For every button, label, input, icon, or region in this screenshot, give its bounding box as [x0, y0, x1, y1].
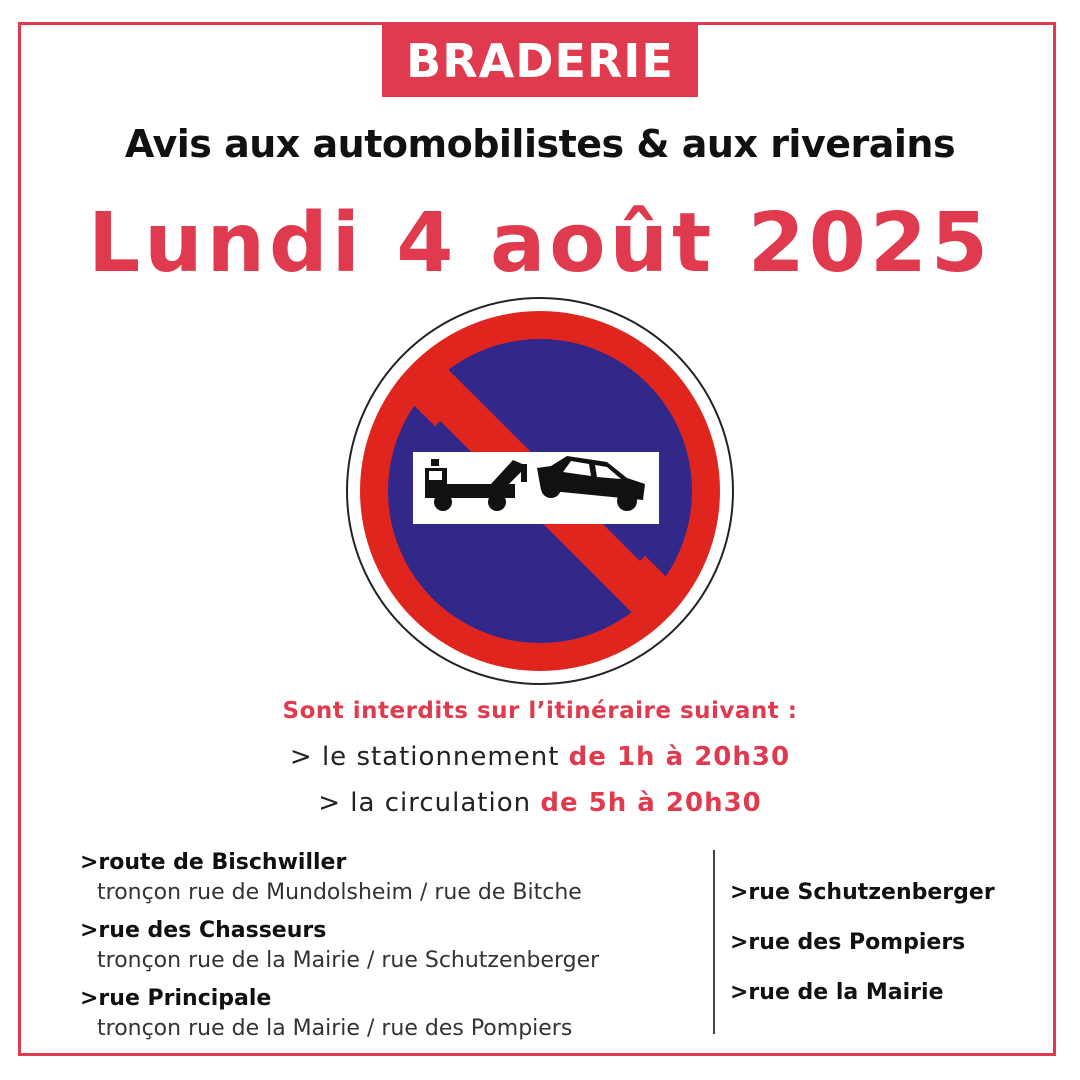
notice-subtitle: Avis aux automobilistes & aux riverains: [124, 122, 956, 166]
street-name: >rue de la Mairie: [730, 980, 944, 1005]
prohibition-lead: Sont interdits sur l’itinéraire suivant :: [282, 698, 798, 724]
street-list-right: [730, 878, 995, 1028]
event-date: Lundi 4 août 2025: [88, 196, 992, 291]
rule-traffic-prefix: > la circulation: [318, 788, 532, 818]
street-name: >rue Schutzenberger: [730, 880, 995, 905]
street-name: >rue des Pompiers: [730, 930, 966, 955]
street-name: >rue des Chasseurs: [80, 918, 327, 943]
rule-parking: [0, 742, 1080, 772]
event-tag: BRADERIE: [382, 25, 698, 97]
street-item: [80, 984, 700, 1044]
street-item: [80, 848, 700, 908]
rule-parking-prefix: > le stationnement: [289, 742, 560, 772]
street-section: tronçon rue de la Mairie / rue Schutzenberger: [97, 948, 600, 973]
rule-parking-time: de 1h à 20h30: [568, 742, 791, 772]
rule-traffic: [0, 788, 1080, 818]
street-name: >route de Bischwiller: [80, 850, 347, 875]
street-list-left: [80, 848, 700, 1052]
no-parking-tow-away-sign-icon: [345, 296, 735, 686]
rule-traffic-time: de 5h à 20h30: [540, 788, 762, 818]
street-section: tronçon rue de Mundolsheim / rue de Bitche: [97, 880, 582, 905]
street-item: [80, 916, 700, 976]
street-list-divider: [713, 850, 715, 1034]
street-section: tronçon rue de la Mairie / rue des Pompiers: [97, 1016, 573, 1041]
street-name: >rue Principale: [80, 986, 272, 1011]
